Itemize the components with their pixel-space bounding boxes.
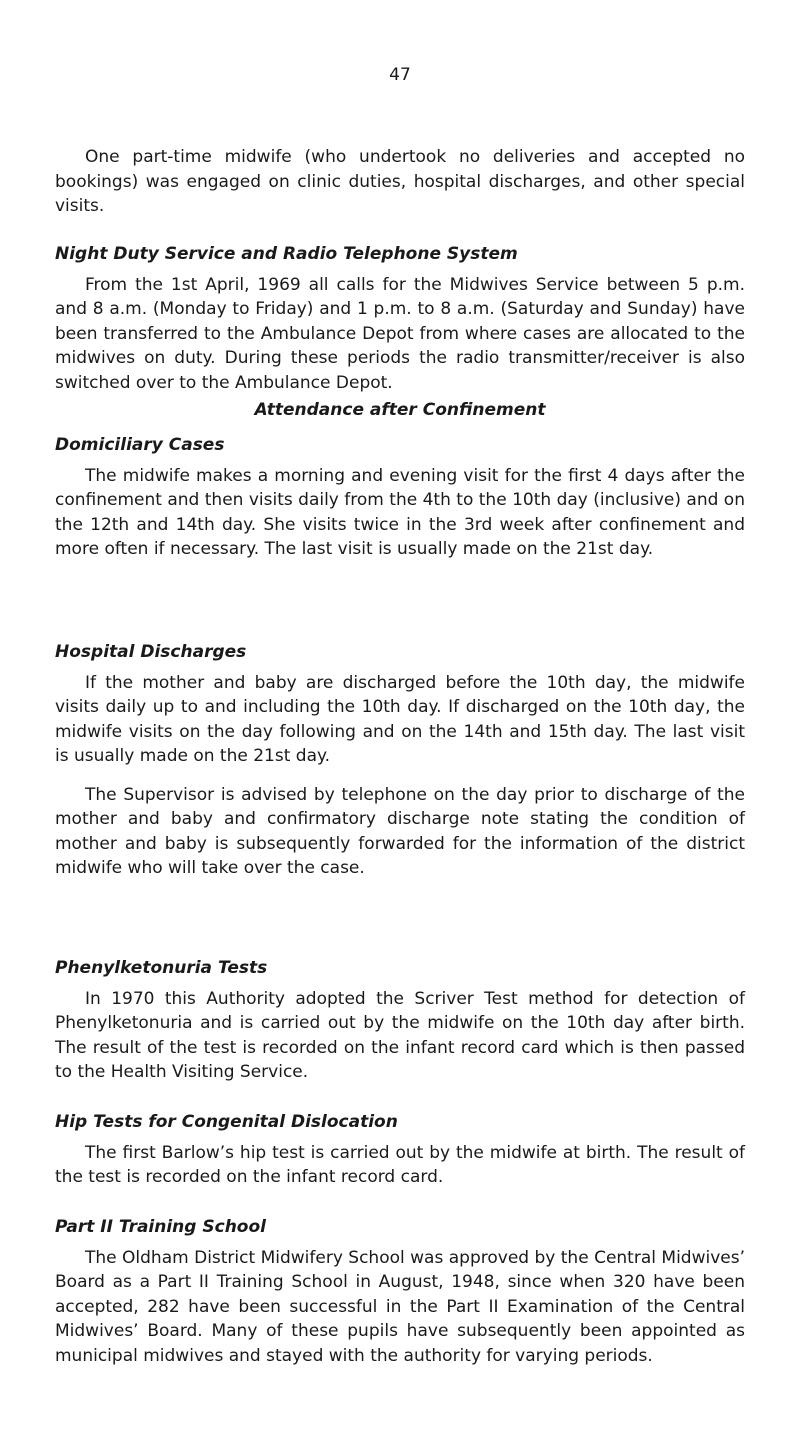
phenylketonuria-section [55,956,745,1085]
domiciliary-paragraph: The midwife makes a morning and evening visit for the first 4 days after the confinement and then visits daily from the 4th to the 10th day (inclusive) and on the 12th and 14th day. She visits twice in the 3rd week after confinement and more often if necessary. The last visit is usually made on the 21st day. [55,465,745,559]
domiciliary-section [55,433,745,562]
attendance-heading: Attendance after Confinement [254,400,546,420]
attendance-section [55,398,745,423]
night-duty-paragraph: From the 1st April, 1969 all calls for the Midwives Service between 5 p.m. and 8 a.m. (Monday to Friday) and 1 p.m. to 8 a.m. (Saturday and Sunday) have been transferred to the Ambulance Depot from where cases are allocated to the midwives on duty. During these periods the radio transmitter/receiver is also switched over to the Ambulance Depot. [55,274,745,393]
page-number: 47 [389,65,411,85]
hospital-discharges-paragraph-1: If the mother and baby are discharged before the 10th day, the midwife visits daily up to and including the 10th day. If discharged on the 10th day, the midwife visits on the day following and on the 14th and 15th day. The last visit is usually made on the 21st day. [55,672,745,766]
training-school-paragraph: The Oldham District Midwifery School was approved by the Central Midwives’ Board as a Part II Training School in August, 1948, since when 320 have been accepted, 282 have been successful in the Part II Examination of the Central Midwives’ Board. Many of these pupils have subsequently been appointed as municipal midwives and stayed with the authority for varying periods. [55,1247,745,1366]
training-school-section [55,1215,745,1368]
night-duty-heading: Night Duty Service and Radio Telephone System [55,244,518,264]
phenylketonuria-heading: Phenylketonuria Tests [55,958,268,978]
domiciliary-heading: Domiciliary Cases [55,435,225,455]
intro-block [55,145,745,219]
intro-paragraph: One part-time midwife (who undertook no deliveries and accepted no bookings) was engaged on clinic duties, hospital discharges, and other special visits. [55,147,745,216]
phenylketonuria-paragraph: In 1970 this Authority adopted the Scriver Test method for detection of Phenylketonuria and is carried out by the midwife on the 10th day after birth. The result of the test is recorded on the infant record card which is then passed to the Health Visiting Service. [55,988,745,1082]
hospital-discharges-paragraph-2: The Supervisor is advised by telephone on the day prior to discharge of the mother and baby and confirmatory discharge note stating the condition of mother and baby is subsequently forwarded for the information of the district midwife who will take over the case. [55,784,745,878]
hospital-discharges-heading: Hospital Discharges [55,642,247,662]
night-duty-section [55,242,745,395]
hip-tests-paragraph: The first Barlow’s hip test is carried out by the midwife at birth. The result of the test is recorded on the infant record card. [55,1142,745,1187]
hospital-discharges-section [55,640,745,881]
hip-tests-section [55,1110,745,1190]
hip-tests-heading: Hip Tests for Congenital Dislocation [55,1112,398,1132]
training-school-heading: Part II Training School [55,1217,266,1237]
